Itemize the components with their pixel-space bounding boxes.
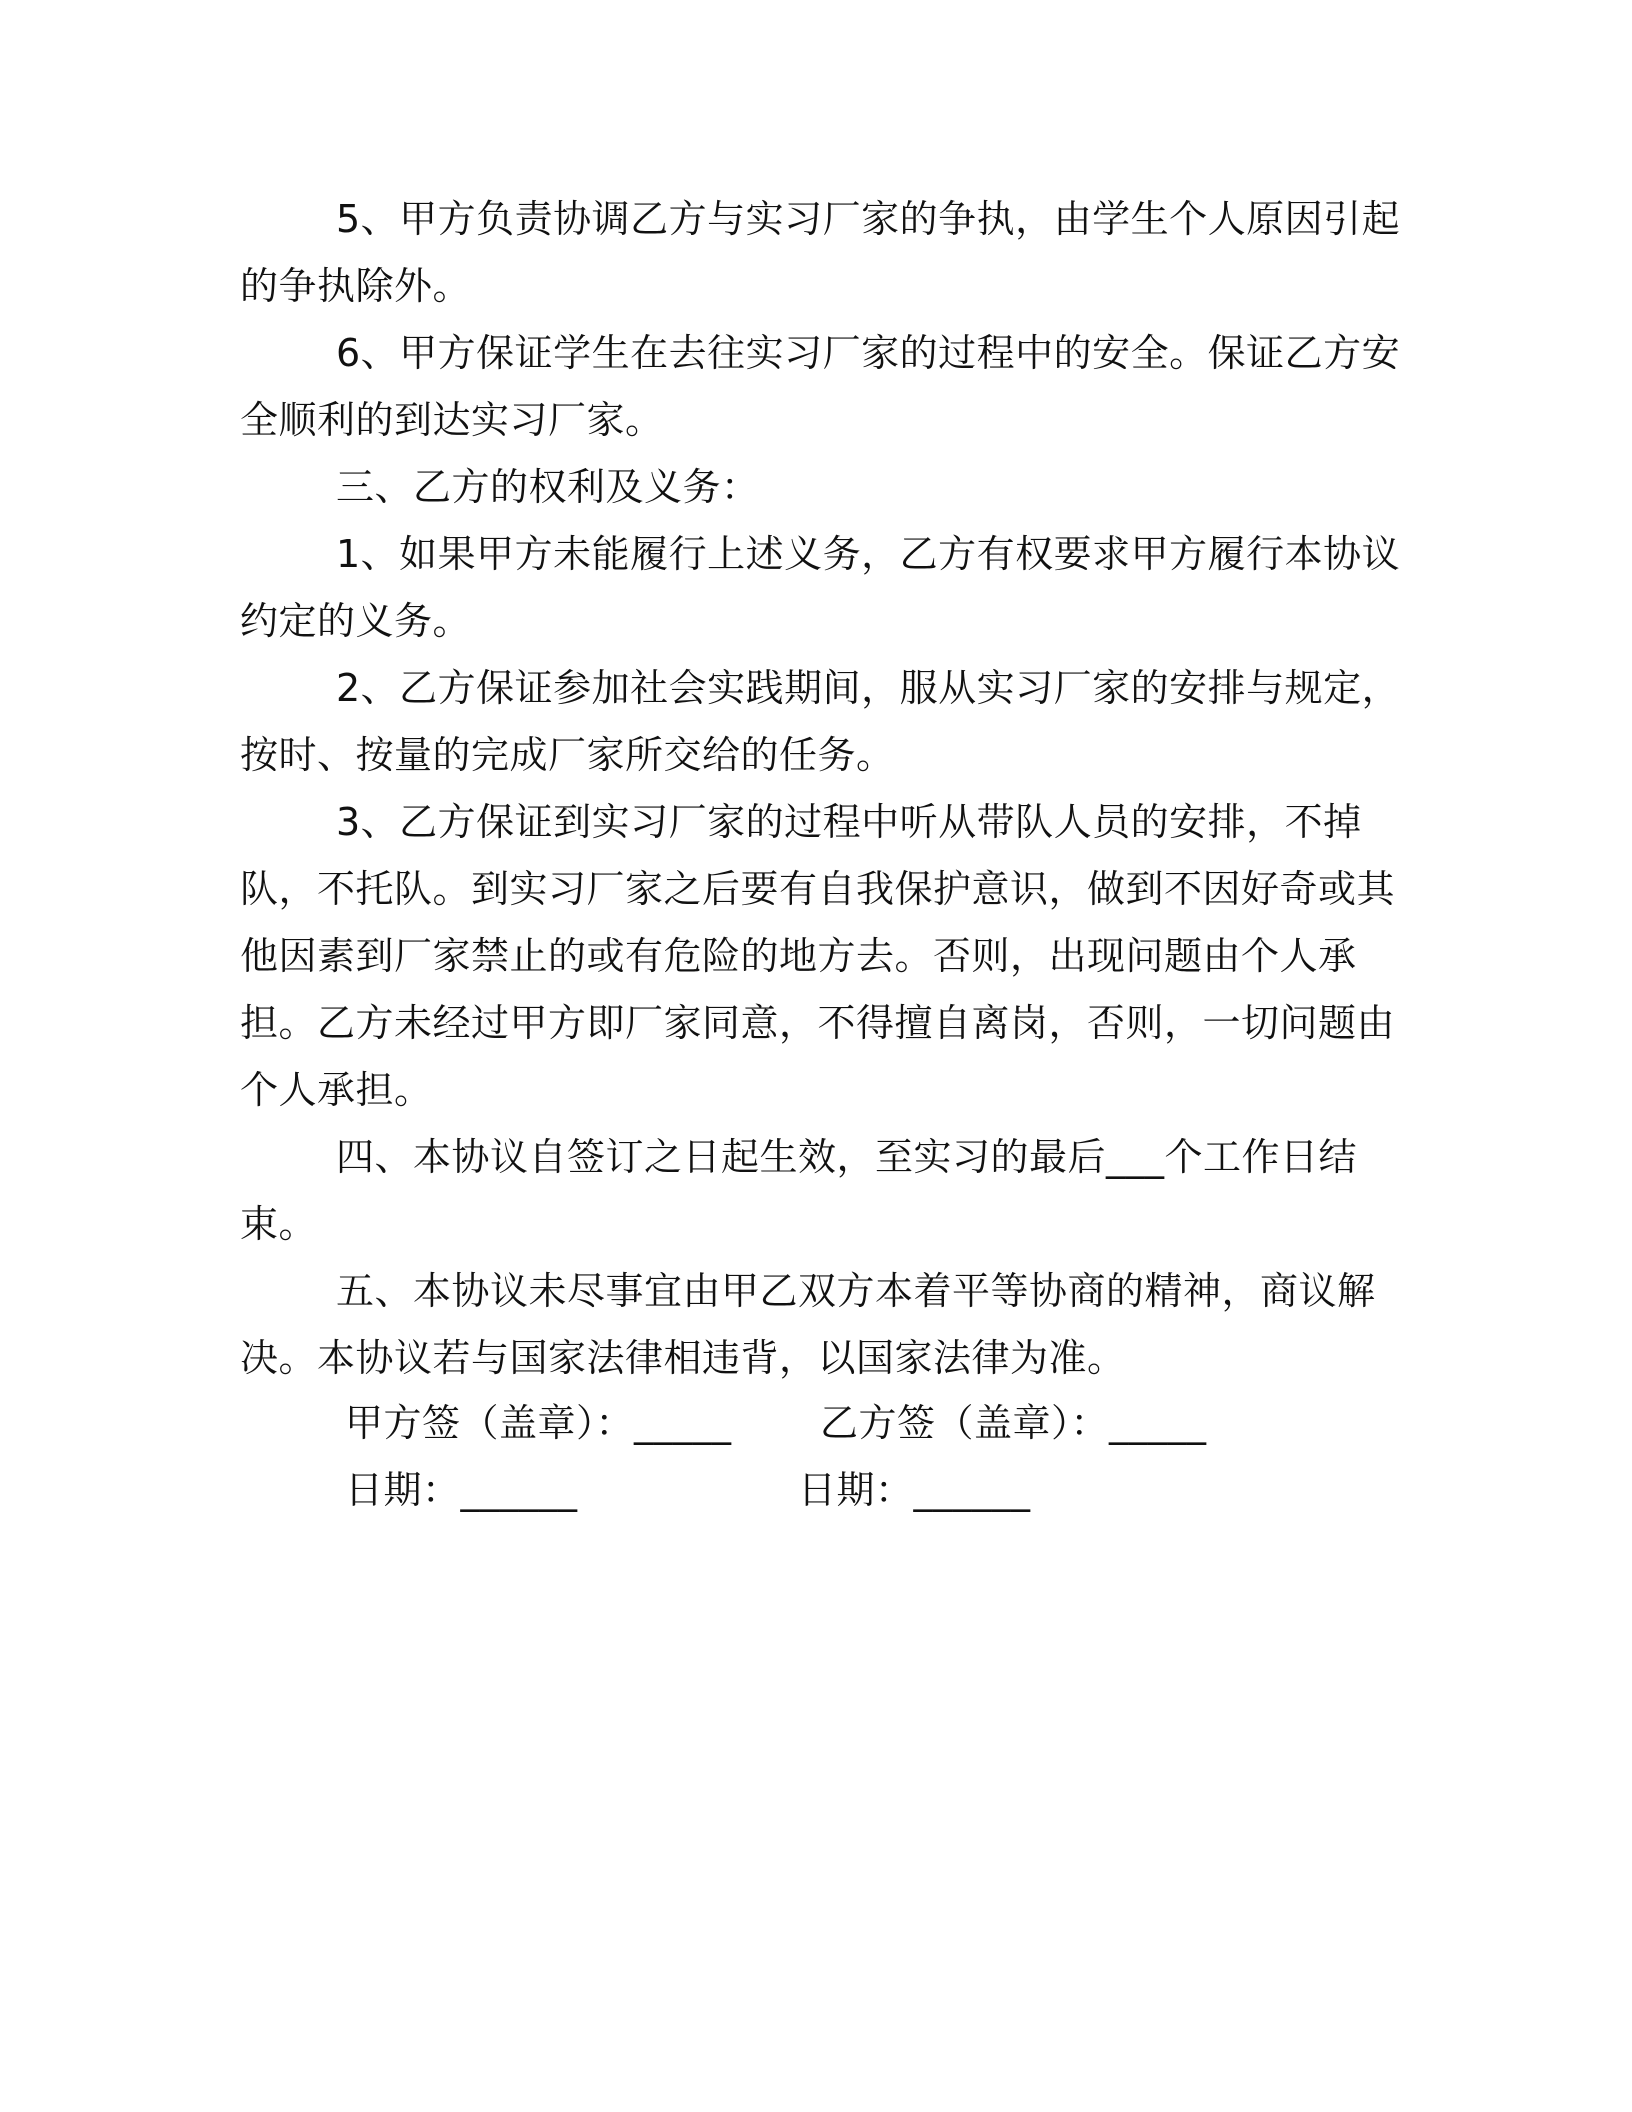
section-effective-date: 四、本协议自签订之日起生效，至实习的最后___个工作日结束。 <box>240 1135 1358 1246</box>
party-a-date-field: 日期：______ <box>345 1468 578 1512</box>
party-b-signature-field: 乙方签（盖章）：_____ <box>820 1401 1207 1445</box>
signature-row <box>345 1390 1345 1457</box>
signature-block <box>345 1390 1345 1524</box>
paragraph-clause-5: 5、甲方负责协调乙方与实习厂家的争执，由学生个人原因引起的争执除外。 <box>240 197 1401 308</box>
party-a-signature-field: 甲方签（盖章）：_____ <box>345 1401 732 1445</box>
section-heading-party-b-rights: 三、乙方的权利及义务： <box>336 465 760 509</box>
paragraph-party-b-clause-1: 1、如果甲方未能履行上述义务，乙方有权要求甲方履行本协议约定的义务。 <box>240 532 1401 643</box>
paragraph-clause-6: 6、甲方保证学生在去往实习厂家的过程中的安全。保证乙方安全顺利的到达实习厂家。 <box>240 331 1401 442</box>
document-body <box>240 186 1420 1392</box>
paragraph-party-b-clause-2: 2、乙方保证参加社会实践期间，服从实习厂家的安排与规定，按时、按量的完成厂家所交给的任务。 <box>240 666 1401 777</box>
date-row <box>345 1457 1345 1524</box>
party-b-date-field: 日期：______ <box>798 1468 1031 1512</box>
section-other-matters: 五、本协议未尽事宜由甲乙双方本着平等协商的精神，商议解决。本协议若与国家法律相违背，以国家法律为准。 <box>240 1269 1376 1380</box>
paragraph-party-b-clause-3: 3、乙方保证到实习厂家的过程中听从带队人员的安排，不掉队，不托队。到实习厂家之后要有自我保护意识，做到不因好奇或其他因素到厂家禁止的或有危险的地方去。否则，出现问题由个人承担。乙方未经过甲方即厂家同意，不得擅自离岗，否则，一切问题由个人承担。 <box>240 800 1396 1112</box>
